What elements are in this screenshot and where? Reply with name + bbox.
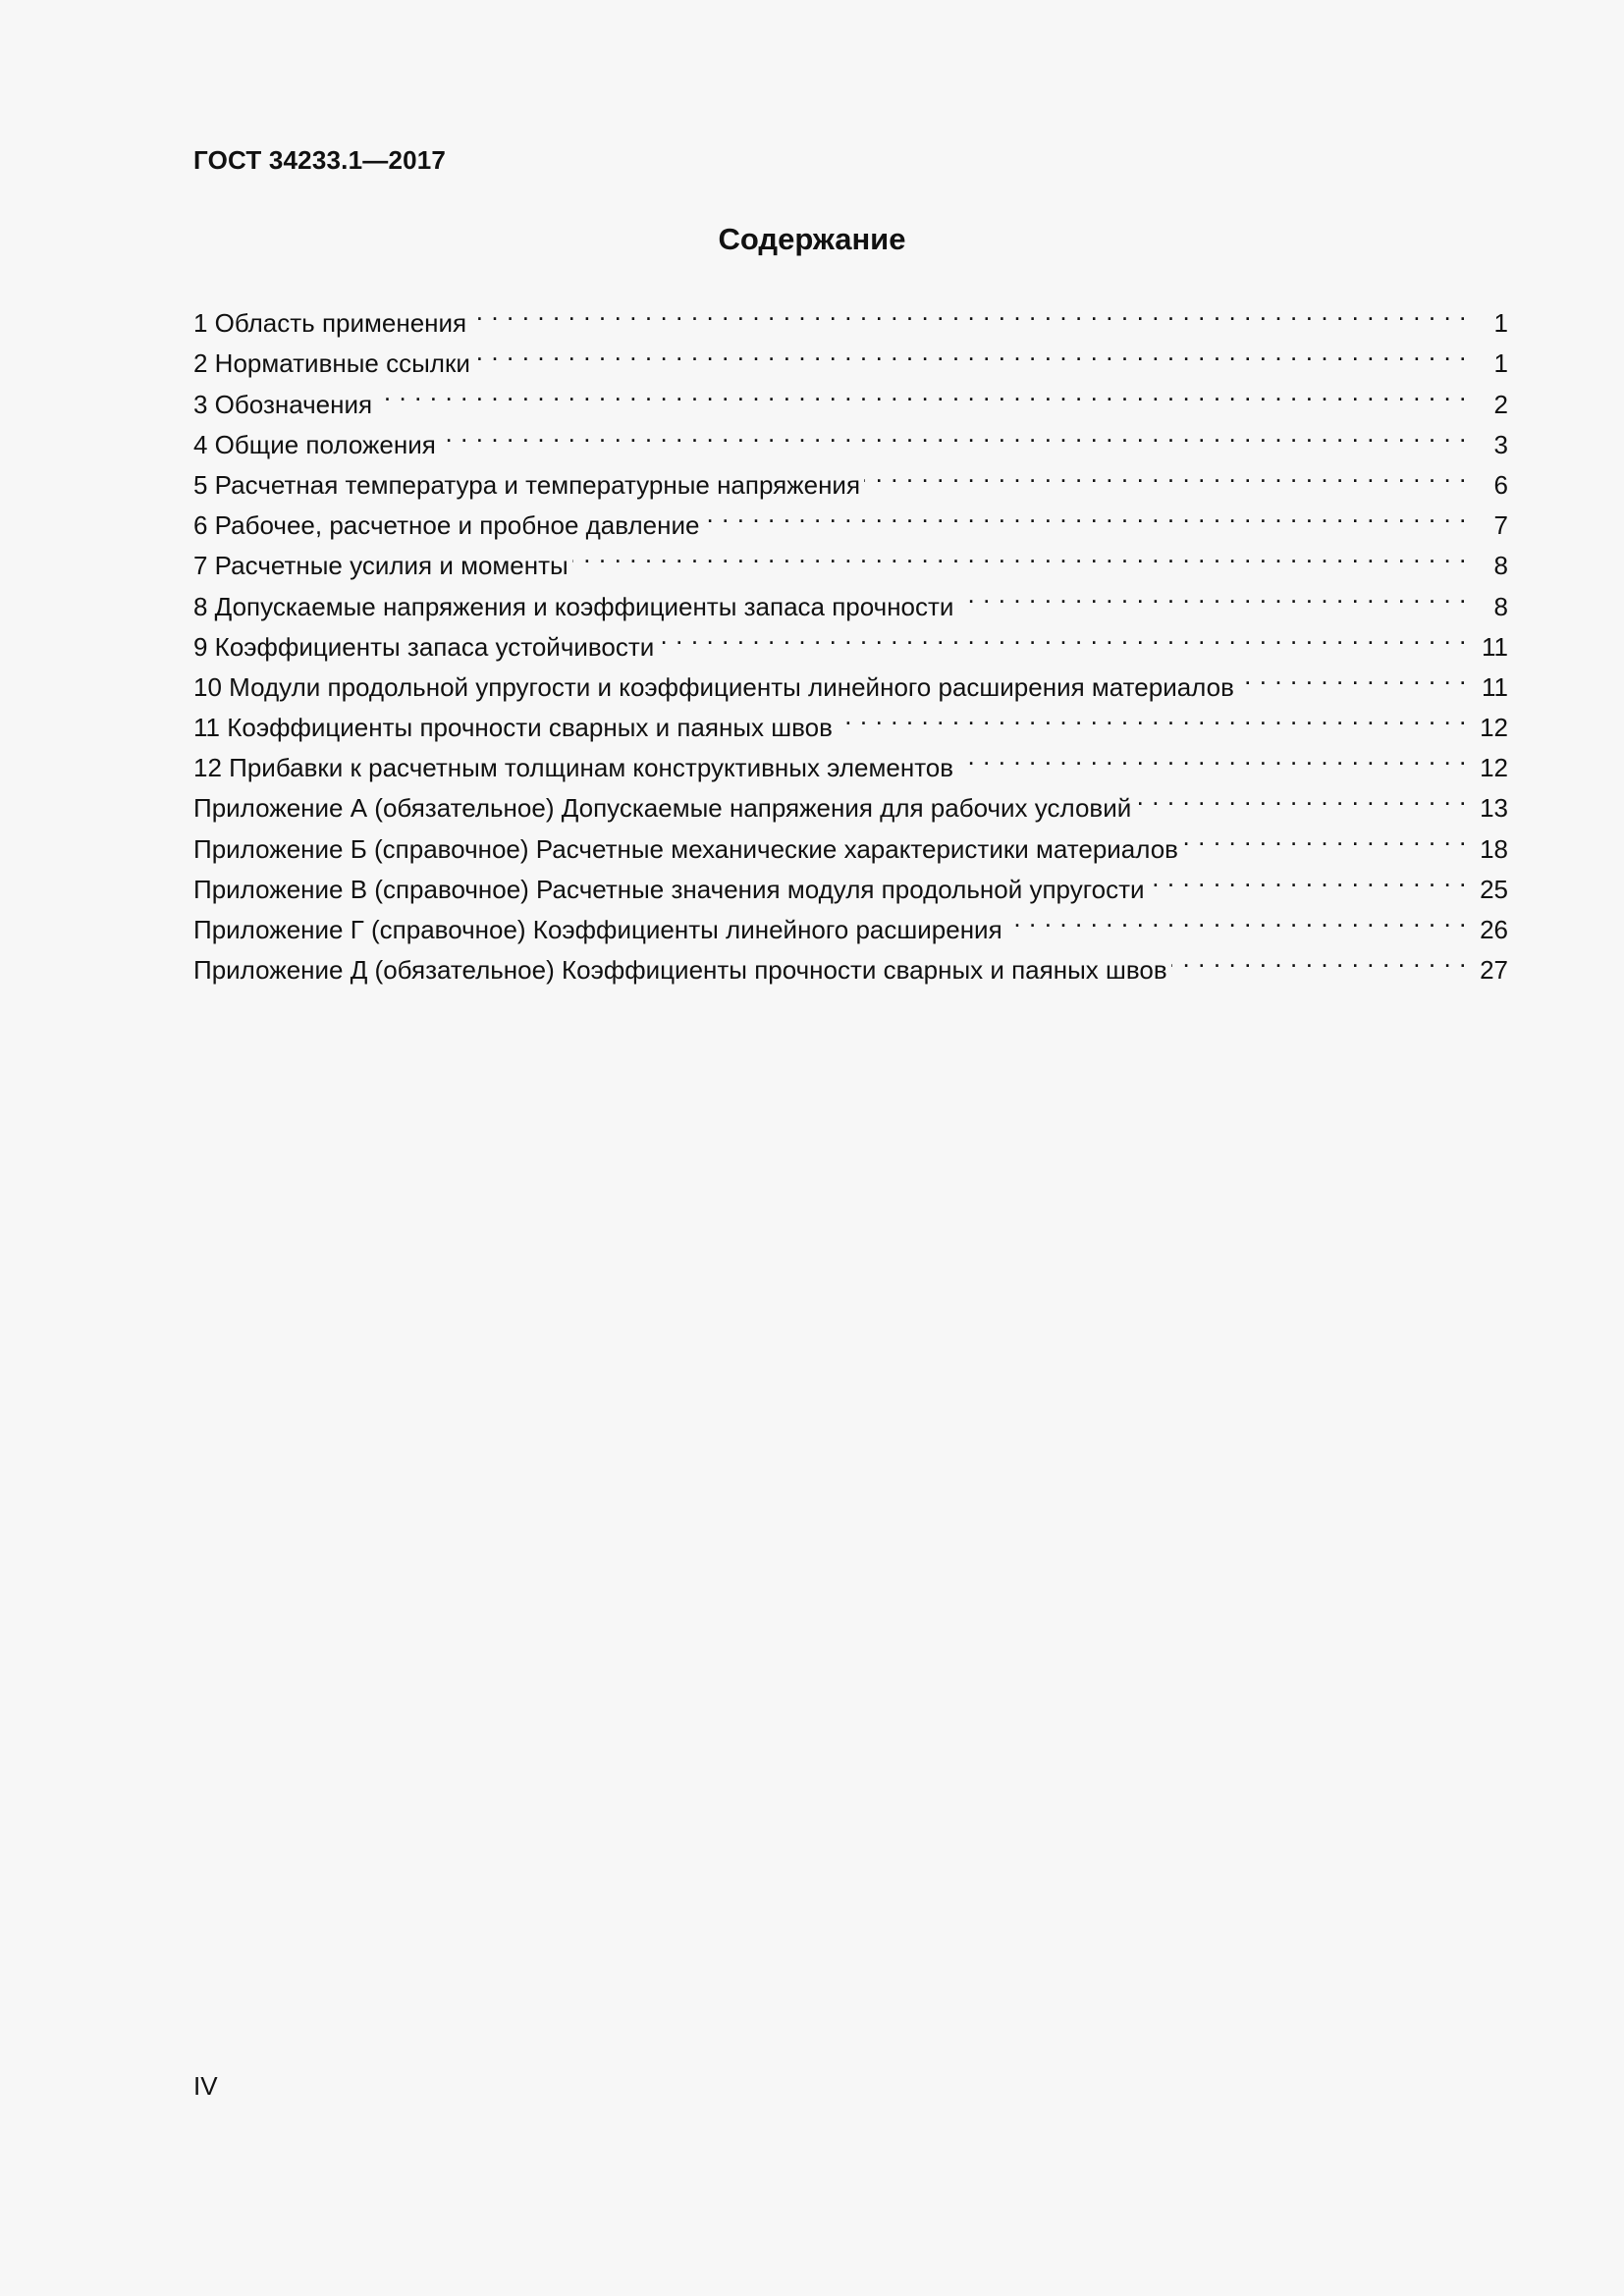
toc-dot-leader (837, 696, 1467, 736)
toc-entry-label: 12 Прибавки к расчетным толщинам конструктивных элементов (193, 753, 954, 783)
toc-dot-leader (658, 615, 1467, 656)
document-header: ГОСТ 34233.1—2017 (193, 145, 447, 175)
toc-entry-label: 1 Область применения (193, 308, 467, 339)
toc-entry-label: 11 Коэффициенты прочности сварных и паяных швов (193, 713, 833, 743)
toc-entry-page: 1 (1493, 308, 1508, 339)
toc-entry-label: 2 Нормативные ссылки (193, 348, 470, 379)
toc-entry-page: 11 (1482, 631, 1508, 662)
toc-entry-page: 26 (1480, 915, 1508, 944)
toc-entry-page: 8 (1493, 551, 1508, 581)
toc-entry-label: 3 Обозначения (193, 389, 373, 419)
toc-entry-page: 7 (1493, 510, 1508, 541)
toc-entry-page: 12 (1480, 753, 1508, 783)
toc-entry-label: Приложение Г (справочное) Коэффициенты линейного расширения (193, 915, 1002, 944)
toc-dot-leader (957, 574, 1467, 614)
toc-entry-label: Приложение Д (обязательное) Коэффициенты прочности сварных и паяных швов (193, 955, 1167, 986)
toc-dot-leader (1182, 817, 1467, 857)
toc-entry-1[interactable] (193, 292, 1508, 339)
toc-entry-page: 3 (1493, 429, 1508, 459)
toc-dot-leader (1238, 656, 1467, 696)
toc-dot-leader (440, 413, 1467, 454)
toc-entry-label: 6 Рабочее, расчетное и пробное давление (193, 510, 700, 541)
toc-dot-leader (474, 332, 1467, 372)
toc-entry-page: 18 (1480, 833, 1508, 864)
toc-entry-label: 5 Расчетная температура и температурные напряжения (193, 469, 861, 500)
toc-entry-page: 25 (1480, 874, 1508, 904)
toc-entry-label: 8 Допускаемые напряжения и коэффициенты запаса прочности (193, 591, 954, 621)
toc-entry-page: 6 (1493, 469, 1508, 500)
toc-entry-label: 4 Общие положения (193, 429, 436, 459)
toc-dot-leader (864, 454, 1467, 494)
toc-dot-leader (1171, 938, 1467, 979)
toc-entry-page: 12 (1480, 713, 1508, 743)
toc-entry-label: Приложение Б (справочное) Расчетные механические характеристики материалов (193, 833, 1178, 864)
toc-entry-3[interactable] (193, 372, 1508, 419)
toc-entry-page: 27 (1480, 955, 1508, 986)
toc-entry-page: 13 (1480, 793, 1508, 824)
toc-entry-label: 9 Коэффициенты запаса устойчивости (193, 631, 655, 662)
toc-entry-page: 2 (1493, 389, 1508, 419)
toc-dot-leader (1135, 776, 1467, 817)
table-of-contents (193, 292, 1508, 986)
toc-entry-4[interactable] (193, 413, 1508, 459)
toc-entry-label: 7 Расчетные усилия и моменты (193, 551, 568, 581)
toc-dot-leader (703, 494, 1467, 534)
toc-entry-label: 10 Модули продольной упругости и коэффициенты линейного расширения материалов (193, 671, 1234, 702)
toc-entry-label: Приложение В (справочное) Расчетные значения модуля продольной упругости (193, 874, 1145, 904)
toc-dot-leader (470, 292, 1467, 332)
toc-entry-page: 11 (1482, 671, 1508, 702)
page-number: IV (193, 2071, 218, 2101)
toc-dot-leader (1149, 858, 1468, 898)
toc-title: Содержание (718, 222, 906, 256)
toc-dot-leader (1006, 898, 1467, 938)
toc-dot-leader (376, 372, 1467, 412)
toc-dot-leader (572, 534, 1467, 574)
toc-dot-leader (957, 736, 1467, 776)
toc-entry-page: 8 (1493, 591, 1508, 621)
toc-entry-label: Приложение А (обязательное) Допускаемые напряжения для рабочих условий (193, 793, 1132, 824)
toc-entry-page: 1 (1493, 348, 1508, 379)
